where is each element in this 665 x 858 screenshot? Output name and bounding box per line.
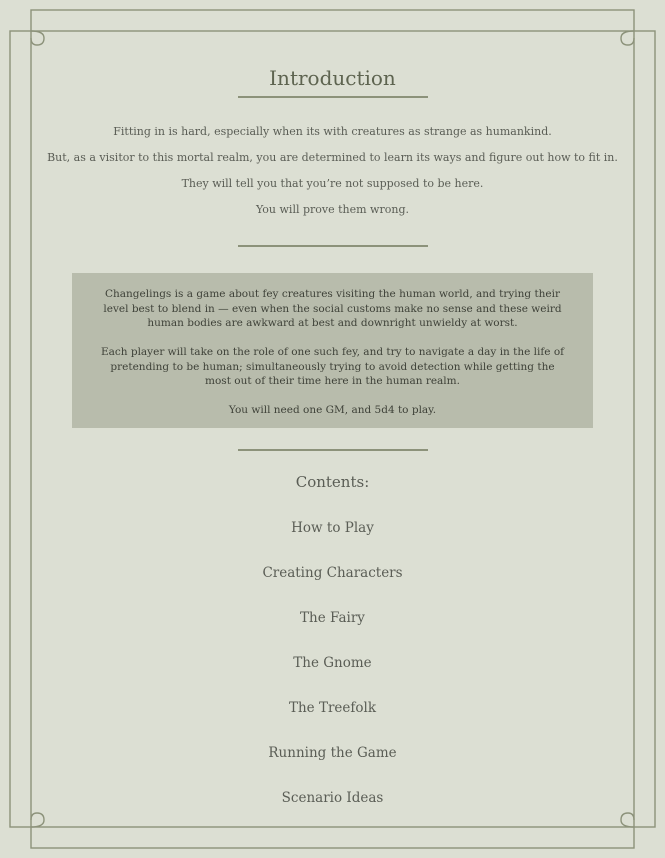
intro-section [40, 124, 625, 228]
intro-paragraph: You will prove them wrong. [256, 203, 409, 216]
toc-item-running-the-game[interactable]: Running the Game [268, 745, 397, 761]
toc-item-the-gnome[interactable]: The Gnome [293, 655, 372, 671]
toc-item-creating-characters[interactable]: Creating Characters [262, 565, 403, 581]
toc-item-scenario-ideas[interactable]: Scenario Ideas [281, 790, 384, 806]
intro-paragraph: Fitting in is hard, especially when its with creatures as strange as humankind. [113, 125, 552, 138]
toc-item-how-to-play[interactable]: How to Play [291, 520, 374, 536]
page-title: Introduction [269, 66, 396, 90]
toc-item-the-fairy[interactable]: The Fairy [300, 610, 365, 626]
intro-paragraph: But, as a visitor to this mortal realm, you are determined to learn its ways and figure out how to fit in. [47, 151, 618, 164]
section-divider [238, 245, 428, 247]
summary-box [72, 273, 593, 428]
title-divider [238, 96, 428, 98]
table-of-contents [0, 518, 665, 833]
section-divider [238, 449, 428, 451]
contents-heading: Contents: [295, 473, 370, 491]
toc-item-the-treefolk[interactable]: The Treefolk [288, 700, 377, 716]
summary-paragraph: Changelings is a game about fey creatures visiting the human world, and trying their level best to blend in — even when the social customs make no sense and these weird human bodies are awkward at best and downright unwieldy at worst. [103, 288, 562, 329]
intro-paragraph: They will tell you that you’re not supposed to be here. [181, 177, 484, 190]
summary-paragraph: You will need one GM, and 5d4 to play. [228, 404, 437, 416]
summary-paragraph: Each player will take on the role of one such fey, and try to navigate a day in the life of pretending to be human; simultaneously trying to avoid detection while getting the most out of their time here in the human realm. [100, 346, 565, 387]
